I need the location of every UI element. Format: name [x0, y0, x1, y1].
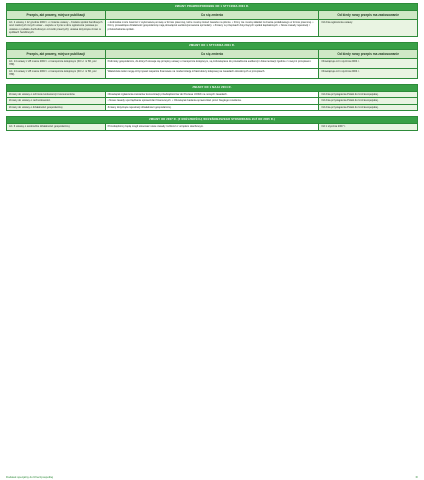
table-row	[7, 123, 418, 130]
footer-publication: Dodatek specjalny do Rzeczpospolitej	[6, 475, 54, 479]
document-page	[6, 3, 418, 477]
table-row	[7, 19, 418, 36]
change-description-cell: Obowiązek zgłaszania zamiarów koncentracji przedsiębiorców do Prezesa UOKiK na nowych zasadach.	[105, 91, 319, 98]
table-row	[7, 68, 418, 78]
table-row	[7, 58, 418, 68]
section-title: ZMIANY OD 1 STYCZNIA 2004 R.	[7, 42, 418, 49]
column-header: Od kiedy nowy przepis ma zastosowanie	[319, 10, 418, 19]
effective-date-cell: Od dnia ogłoszenia ustawy.	[319, 19, 418, 36]
column-header: Przepis, akt prawny, miejsce publikacji	[7, 49, 106, 58]
section-title: ZMIANY OD 2007 R. (Z MOŻLIWOŚCIĄ WCZEŚNIEJSZEGO STOSOWANIA JUŻ OD 2005 R.)	[7, 117, 418, 124]
section-title: ZMIANY OD 1 MAJA 2004 R.	[7, 84, 418, 91]
regulation-cell: Zmiany do ustawy o działalności gospodarczej.	[7, 104, 106, 111]
table-row	[7, 98, 418, 105]
column-header-row	[7, 49, 418, 58]
regulation-cell: Art. 14 ustawy z 28 marca 2003 r. o transporcie kolejowym (Dz.U. nr 86, poz. 789).	[7, 68, 106, 78]
section-band	[7, 4, 418, 11]
change-description-cell: Podmioty gospodarcze, do których stosuje się przepisy ustawy o transporcie kolejowym, są zobowiązane do prowadzenia ewidencji i dokumentacji zgodnie z nowymi przepisami.	[105, 58, 319, 68]
regulation-cell: Zmiany do ustawy o ochronie konkurencji i konsumentów.	[7, 91, 106, 98]
page-footer	[6, 474, 418, 480]
table-row	[7, 91, 418, 98]
column-header: Od kiedy nowy przepis ma zastosowanie	[319, 49, 418, 58]
change-description-cell: • Jednostka może zawrzeć z wykonawcą umowę w formie pisemnej, które muszą zostać zawarte na piśmie. • Firmy nie muszą składać zeznania podatkowego w formie pisemnej. • Firmy prowadzące działalność gospodarczą mają obowiązek ewidencjonowania sprzedaży. • Zmiany w przepisach dotyczących spółek kapitałowych. • Nowe zasady rejestracji i przekształcania spółek.	[105, 19, 319, 36]
effective-date-cell: Od dnia przystąpienia Polski do Unii Europejskiej.	[319, 98, 418, 105]
effective-date-cell: Obowiązuje od 1 stycznia 2004 r.	[319, 68, 418, 78]
changes-table	[6, 3, 418, 131]
section-band	[7, 42, 418, 49]
section-band	[7, 117, 418, 124]
regulation-cell: Art. 2 ustawy z 12 grudnia 2003 r. o zmianie ustawy – Kodeks spółek handlowych oraz niektórych innych ustaw – wejście w życie w dniu ogłoszenia (ustawa po ustawie o podatku dochodowym od osób prawnych); ustawa dotycząca zmian w spółkach handlowych.	[7, 19, 106, 36]
section-title: ZMIANY PRAWDOPODOBNE OD 1 STYCZNIA 2004 R.	[7, 4, 418, 11]
change-description-cell: Właściciele kolei mogą otrzymywać wsparcie finansowe na modernizację infrastruktury kolejowej na zasadach określonych w przepisach.	[105, 68, 319, 78]
effective-date-cell: Od dnia przystąpienia Polski do Unii Europejskiej.	[319, 91, 418, 98]
change-description-cell: Zmiany dotyczące rejestracji działalności gospodarczej.	[105, 104, 319, 111]
column-header: Co się zmienia	[105, 49, 319, 58]
change-description-cell: Przedsiębiorcy będą mogli stosować nowe zasady rozliczeń z urzędem skarbowym.	[105, 123, 319, 130]
effective-date-cell: Obowiązuje od 1 stycznia 2004 r.	[319, 58, 418, 68]
column-header-row	[7, 10, 418, 19]
column-header: Przepis, akt prawny, miejsce publikacji	[7, 10, 106, 19]
regulation-cell: Art. 14 ustawy z 28 marca 2003 r. o transporcie kolejowym (Dz.U. nr 86, poz. 789).	[7, 58, 106, 68]
regulation-cell: Art. 6 ustawy o swobodzie działalności gospodarczej.	[7, 123, 106, 130]
effective-date-cell: Od 1 stycznia 2007 r.	[319, 123, 418, 130]
section-band	[7, 84, 418, 91]
change-description-cell: • Nowe zasady sporządzania sprawozdań finansowych. • Obowiązek badania sprawozdań przez biegłego rewidenta.	[105, 98, 319, 105]
footer-page-number: III	[415, 475, 418, 479]
table-row	[7, 104, 418, 111]
regulation-cell: Zmiany do ustawy o rachunkowości.	[7, 98, 106, 105]
effective-date-cell: Od dnia przystąpienia Polski do Unii Europejskiej.	[319, 104, 418, 111]
column-header: Co się zmienia	[105, 10, 319, 19]
